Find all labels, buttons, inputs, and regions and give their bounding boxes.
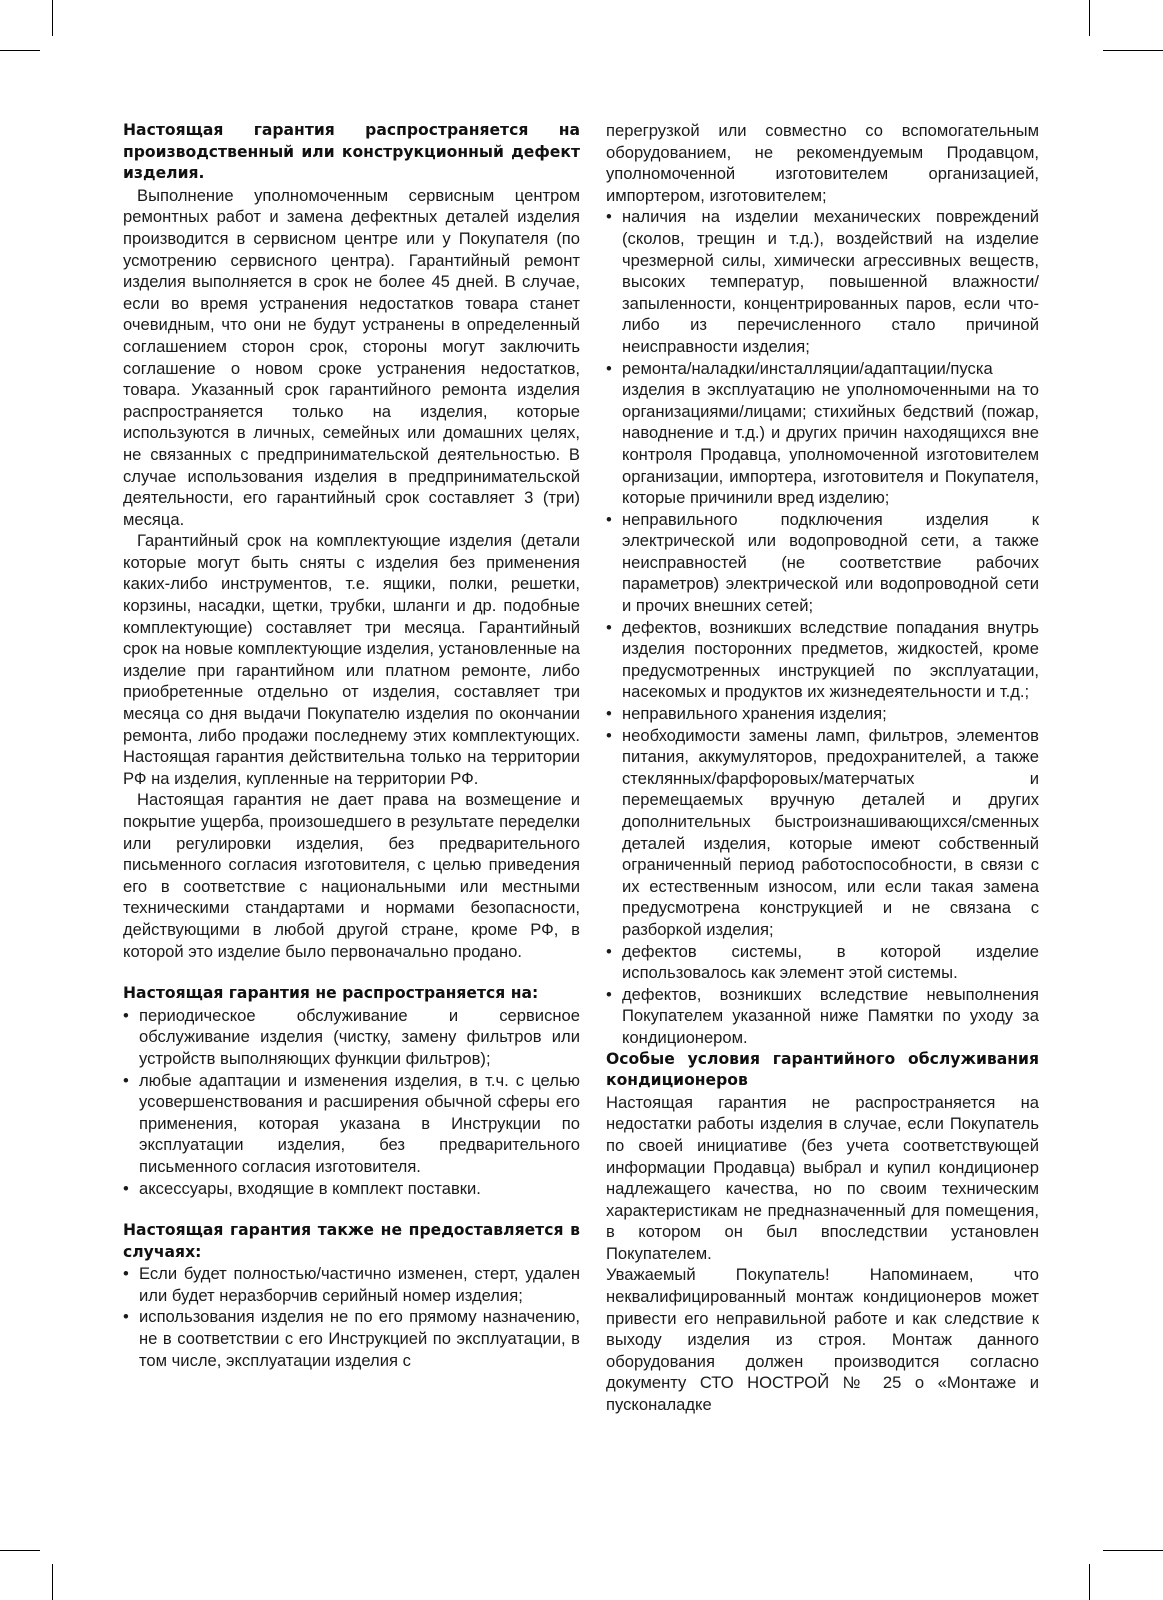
right-column (606, 120, 1039, 1416)
exclusions-list (606, 206, 1039, 1048)
not-provided-list (123, 1263, 580, 1371)
section-heading-not-covered: Настоящая гарантия не распространяется на: (123, 984, 539, 1003)
paragraph-components-warranty: Гарантийный срок на комплектующие изделия (детали которые могут быть сняты с изделия без применения каких-либо инструментов, т.е. ящики, полки, решетки, корзины, насадки, щетки, трубки, шланги и др. подобные комплектующие) составляет три месяца. Гарантийный срок на новые комплектующие изделия, установленные на изделие при гарантийном или платном ремонте, либо приобретенные отдельно от изделия, составляет три месяца со дня выдачи Покупателю изделия по окончании ремонта, либо продажи последнему этих комплектующих. Настоящая гарантия действительна только на территории РФ на изделия, купленные на территории РФ. (123, 531, 580, 788)
section-heading-ac-conditions: Особые условия гарантийного обслуживания кондиционеров (606, 1049, 1039, 1090)
paragraph-repair-terms: Выполнение уполномоченным сервисным центром ремонтных работ и замена дефектных деталей изделия производится в сервисном центре или у Покупателя (по усмотрению сервисного центра). Гарантийный ремонт изделия выполняется в срок не более 45 дней. В случае, если во время устранения недостатков товара станет очевидным, что они не будут устранены в определенный соглашением сторон срок, стороны могут заключить соглашение о новом сроке устранения недостатков, товара. Указанный срок гарантийного ремонта изделия распространяется только на изделия, которые используются в личных, семейных или домашних целях, не связанных с предпринимательской деятельностью. В случае использования изделия в предпринимательской деятельности, его гарантийный срок составляет 3 (три) месяца. (123, 185, 580, 529)
crop-mark (52, 1564, 53, 1600)
list-item: • аксессуары, входящие в комплект поставки. (123, 1178, 580, 1200)
crop-mark (1089, 0, 1090, 36)
crop-mark (1103, 50, 1163, 51)
crop-mark (0, 50, 40, 51)
section-heading-not-provided: Настоящая гарантия также не предоставляется в случаях: (123, 1221, 580, 1261)
list-item: • использования изделия не по его прямому назначению, не в соответствии с его Инструкцией по эксплуатации, в том числе, эксплуатации изделия с (123, 1306, 580, 1371)
list-item: • дефектов, возникших вследствие невыполнения Покупателем указанной ниже Памятки по уходу за кондиционером. (606, 984, 1039, 1049)
section-heading-warranty-scope: Настоящая гарантия распространяется на производственный или конструкционный дефект изделия. (123, 121, 580, 183)
paragraph-ac-selection: Настоящая гарантия не распространяется на недостатки работы изделия в случае, если Покупатель по своей инициативе (без учета соответствующей информации Продавца) выбрал и купил кондиционер надлежащего качества, но по своим техническим характеристикам не предназначенный для помещения, в котором он был впоследствии установлен Покупателем. (606, 1092, 1039, 1263)
list-item: • наличия на изделии механических повреждений (сколов, трещин и т.д.), воздействий на изделие чрезмерной силы, химически агрессивных веществ, высоких температур, повышенной влажности/запыленности, концентрированных паров, если что-либо из перечисленного стало причиной неисправности изделия; (606, 206, 1039, 357)
crop-mark (1103, 1550, 1163, 1551)
list-item: • ремонта/наладки/инсталляции/адаптации/пуска изделия в эксплуатацию не уполномоченными на то организациями/лицами; стихийных бедствий (пожар, наводнение и т.д.) и других причин находящихся вне контроля Продавца, уполномоченной изготовителем организации, импортера, изготовителя и Покупателя, которые причинили вред изделию; (606, 358, 1039, 509)
list-item: • дефектов системы, в которой изделие использовалось как элемент этой системы. (606, 941, 1039, 984)
list-item: • необходимости замены ламп, фильтров, элементов питания, аккумуляторов, предохранителей, а также стеклянных/фарфоровых/матерчатых и перемещаемых вручную деталей и других дополнительных быстроизнашивающихся/сменных деталей изделия, которые имеют собственный ограниченный период работоспособности, в связи с их естественным износом, или если такая замена предусмотрена конструкцией и не связана с разборкой изделия; (606, 725, 1039, 941)
list-item: • любые адаптации и изменения изделия, в т.ч. с целью усовершенствования и расширения обычной сферы его применения, которая указана в Инструкции по эксплуатации изделия, без предварительного письменного согласия изготовителя. (123, 1070, 580, 1178)
paragraph-no-compensation: Настоящая гарантия не дает права на возмещение и покрытие ущерба, произошедшего в результате переделки или регулировки изделия, без предварительного письменного согласия изготовителя, с целью приведения его в соответствие с национальными или местными техническими стандартами и нормами безопасности, действующими в любой другой стране, кроме РФ, в которой это изделие было первоначально продано. (123, 790, 580, 961)
list-item: • Если будет полностью/частично изменен, стерт, удален или будет неразборчив серийный номер изделия; (123, 1263, 580, 1306)
paragraph-installation-notice: Уважаемый Покупатель! Напоминаем, что неквалифицированный монтаж кондиционеров может привести его неправильной работе и как следствие к выходу изделия из строя. Монтаж данного оборудования должен производится согласно документу СТО НОСТРОЙ № 25 о «Монтаже и пусконаладке (606, 1265, 1039, 1415)
not-covered-list (123, 1005, 580, 1199)
crop-mark (52, 0, 53, 36)
crop-mark (0, 1550, 40, 1551)
crop-mark (1089, 1564, 1090, 1600)
list-item: • неправильного хранения изделия; (606, 703, 1039, 725)
list-item: • неправильного подключения изделия к электрической или водопроводной сети, а также неисправностей (не соответствие рабочих параметров) электрической или водопроводной сети и прочих внешних сетей; (606, 509, 1039, 617)
paragraph-continuation: перегрузкой или совместно со вспомогательным оборудованием, не рекомендуемым Продавцом, уполномоченной изготовителем организацией, импортером, изготовителем; (606, 121, 1039, 205)
spacer (123, 962, 580, 983)
list-item: • периодическое обслуживание и сервисное обслуживание изделия (чистку, замену фильтров или устройств выполняющих функции фильтров); (123, 1005, 580, 1070)
list-item: • дефектов, возникших вследствие попадания внутрь изделия посторонних предметов, жидкостей, кроме предусмотренных инструкцией по эксплуатации, насекомых и продуктов их жизнедеятельности и т.д.; (606, 617, 1039, 703)
spacer (123, 1199, 580, 1220)
left-column (123, 120, 580, 1371)
